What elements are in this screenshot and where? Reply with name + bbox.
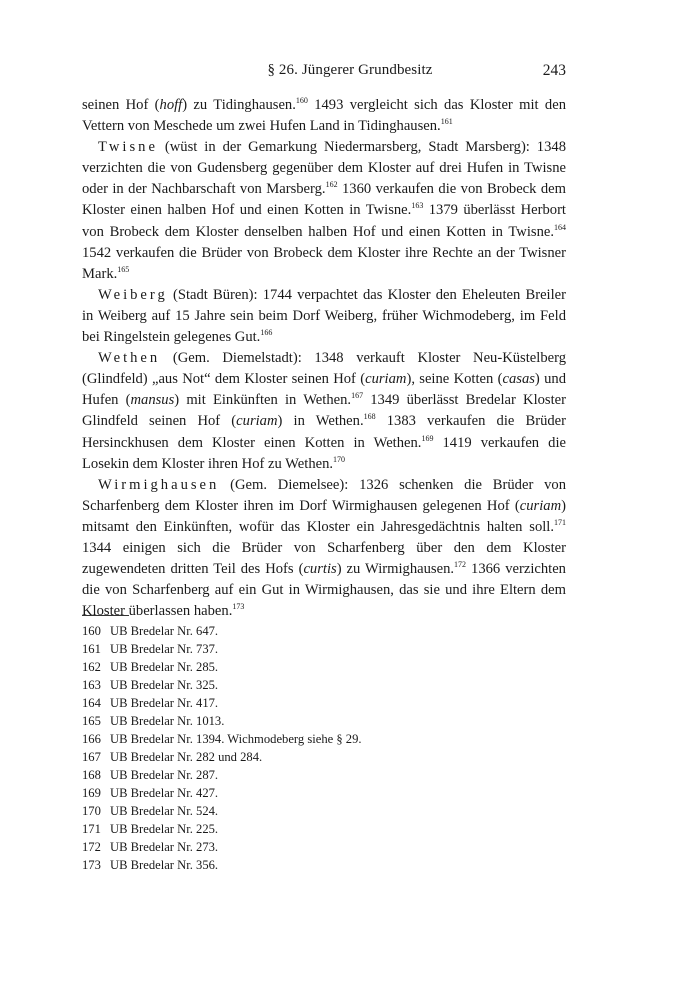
text: ) mit Einkünften in Wethen. (174, 392, 352, 409)
paragraph-wethen (82, 348, 566, 475)
text: ), seine Kotten ( (406, 371, 503, 388)
footnote (82, 838, 566, 856)
text: ) und Hufen ( (82, 371, 566, 409)
footnote-number: 161 (82, 642, 101, 656)
text: 1349 überlässt Bredelar Kloster Glindfeld seinen Hof ( (82, 392, 566, 430)
italic-term: mansus (130, 392, 175, 409)
paragraph-wirmighausen (82, 475, 566, 623)
footnote-number: 160 (82, 624, 101, 638)
footnote-text: UB Bredelar Nr. 282 und 284. (110, 750, 263, 764)
footnote-ref: 168 (363, 412, 376, 422)
text: ) mitsamt den Einkünften, wofür das Kloster ein Jahresgedächtnis halten soll. (82, 497, 566, 535)
footnote (82, 856, 566, 874)
footnote-number: 166 (82, 732, 101, 746)
text: (Gem. Diemelsee): 1326 schenken die Brüder von Scharfenberg dem Kloster ihren im Dorf Wirmighausen gelegenen Hof ( (82, 476, 566, 514)
footnote (82, 802, 566, 820)
paragraph-twisne (82, 137, 566, 285)
footnote-text: UB Bredelar Nr. 524. (110, 804, 219, 818)
text: (wüst in der Gemarkung Niedermarsberg, Stadt Marsberg): 1348 verzichten die von Gudensberg gegenüber dem Kloster auf drei Hufen in Twisne oder in der Nachbarschaft von Marsberg. (82, 139, 566, 198)
footnote-ref: 164 (554, 222, 566, 232)
place-name: Weiberg (98, 286, 168, 303)
footnotes (82, 622, 566, 874)
italic-term: hoff (159, 97, 183, 113)
place-name: Wirmighausen (98, 476, 220, 493)
footnote-ref: 165 (117, 264, 130, 274)
footnote-number: 168 (82, 768, 101, 782)
footnote-text: UB Bredelar Nr. 647. (110, 624, 219, 638)
text: seinen Hof ( (82, 97, 160, 113)
running-header: § 26. Jüngerer Grundbesitz (267, 62, 433, 78)
footnote-number: 165 (82, 714, 101, 728)
italic-term: curiam (365, 371, 407, 388)
text: (Stadt Büren): 1744 verpachtet das Kloster den Eheleuten Breiler in Weiberg auf 15 Jahre sein beim Dorf Weiberg, früher Wichmodeberg, im Feld bei Ringelstein gelegenes Gut. (82, 286, 566, 346)
text: (Gem. Diemelstadt): 1348 verkauft Kloster Neu-Küstelberg (Glindfeld) „aus Not“ dem Kloster seinen Hof ( (82, 350, 566, 388)
italic-term: casas (502, 371, 535, 388)
footnote-number: 172 (82, 840, 101, 854)
footnote-number: 164 (82, 696, 101, 710)
footnote-ref: 166 (260, 328, 273, 338)
footnote-ref: 173 (232, 602, 245, 612)
footnote (82, 694, 566, 712)
text: ) zu Tidinghausen. (182, 97, 296, 113)
footnote-text: UB Bredelar Nr. 737. (110, 642, 219, 656)
footnote-ref: 170 (333, 454, 346, 464)
footnote (82, 712, 566, 730)
text: 1360 verkaufen die von Brobeck dem Kloster einen halben Hof und einen Kotten in Twisne. (82, 181, 567, 219)
text: ) zu Wirmighausen. (336, 561, 455, 578)
footnote-number: 163 (82, 678, 101, 692)
footnote-number: 170 (82, 804, 101, 818)
footnote (82, 676, 566, 694)
footnote (82, 748, 566, 766)
footnote-ref: 171 (554, 517, 566, 527)
footnote (82, 766, 566, 784)
footnote-number: 167 (82, 750, 101, 764)
footnote-text: UB Bredelar Nr. 1013. (110, 714, 225, 728)
body-text (82, 95, 566, 622)
text: 1379 überlässt Herbort von Brobeck dem Kloster denselben halben Hof und einen Kotten in Twisne. (82, 202, 566, 240)
footnote (82, 622, 566, 640)
page-number: 243 (542, 62, 566, 79)
footnote-text: UB Bredelar Nr. 287. (110, 768, 219, 782)
text: 1344 einigen sich die Brüder von Scharfenberg über den dem Kloster zugewendeten dritten Teil des Hofs ( (82, 539, 566, 578)
footnote-text: UB Bredelar Nr. 356. (110, 858, 219, 872)
footnote-text: UB Bredelar Nr. 285. (110, 660, 219, 674)
text: 1383 verkaufen die Brüder Hersinckhusen dem Kloster einen Kotten in Wethen. (82, 413, 567, 451)
italic-term: curiam (519, 497, 562, 514)
footnote-number: 173 (82, 858, 101, 872)
footnote (82, 640, 566, 658)
text: ) in Wethen. (277, 413, 364, 430)
footnote (82, 784, 566, 802)
italic-term: curtis (303, 561, 337, 578)
footnote (82, 658, 566, 676)
footnote-ref: 167 (351, 391, 364, 401)
footnote-number: 162 (82, 660, 101, 674)
place-name: Wethen (98, 350, 161, 367)
text: 1542 verkaufen die Brüder von Brobeck dem Kloster ihre Rechte an der Twisner Mark. (82, 244, 566, 282)
footnote-text: UB Bredelar Nr. 1394. Wichmodeberg siehe § 29. (110, 732, 362, 746)
footnote-ref: 172 (454, 560, 467, 570)
footnote-text: UB Bredelar Nr. 427. (110, 786, 219, 800)
footnote-ref: 161 (440, 117, 453, 127)
paragraph-weiberg (82, 285, 566, 348)
text: 1493 vergleicht sich das Kloster mit den Vettern von Meschede um zwei Hufen Land in Tidinghausen. (82, 97, 567, 135)
italic-term: curiam (236, 413, 278, 430)
footnote-ref: 163 (411, 201, 424, 211)
footnote-number: 171 (82, 822, 101, 836)
footnote-text: UB Bredelar Nr. 225. (110, 822, 219, 836)
footnote (82, 730, 566, 748)
footnote-ref: 160 (295, 96, 308, 105)
place-name: Twisne (98, 139, 158, 156)
text: 1419 verkaufen die Losekin dem Kloster ihren Hof zu Wethen. (82, 434, 566, 472)
footnote-ref: 169 (421, 433, 434, 443)
footnote-text: UB Bredelar Nr. 417. (110, 696, 219, 710)
footnote-separator (82, 615, 129, 616)
footnote (82, 820, 566, 838)
footnote-ref: 162 (325, 180, 338, 190)
paragraph-tidinghausen (82, 95, 566, 137)
footnote-text: UB Bredelar Nr. 273. (110, 840, 219, 854)
footnote-number: 169 (82, 786, 101, 800)
text: 1366 verzichten die von Scharfenberg auf ein Gut in Wirmighausen, das sie und ihre Eltern dem Kloster überlassen haben. (82, 561, 566, 620)
footnote-text: UB Bredelar Nr. 325. (110, 678, 219, 692)
